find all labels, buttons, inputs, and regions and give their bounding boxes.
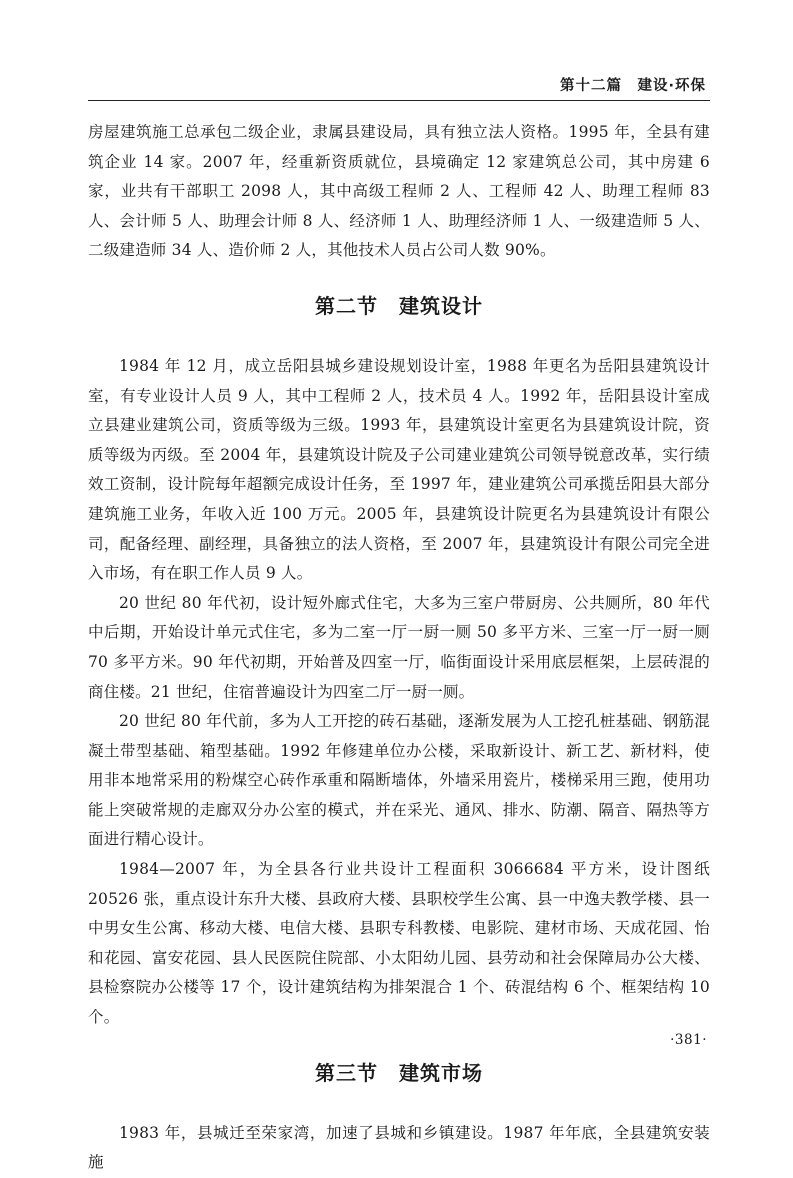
body-paragraph: 20 世纪 80 年代初，设计短外廊式住宅，大多为三室户带厨房、公共厕所，80 年代中后期，开始设计单元式住宅，多为二室一厅一厨一厕 50 多平方米、三室一厅一厨一厕 70 多平方米。90 年代初期，开始普及四室一厅，临街面设计采用底层框架，上层砖混的商住楼。21 世纪，住宿普遍设计为四室二厅一厨一厕。 xyxy=(88,593,710,701)
page-number: ·381· xyxy=(670,1032,707,1048)
body-paragraph: 1983 年，县城迁至荣家湾，加速了县城和乡镇建设。1987 年年底，全县建筑安装施 xyxy=(88,1123,710,1172)
chapter-title: 第十二篇 建设·环保 xyxy=(559,78,706,94)
section-title-construction-market: 第三节 建筑市场 xyxy=(315,1060,483,1085)
intro-paragraph: 房屋建筑施工总承包二级企业，隶属县建设局，具有独立法人资格。1995 年，全县有建筑企业 14 家。2007 年，经重新资质就位，县境确定 12 家建筑总公司，其中房建 6 家，业共有干部职工 2098 人，其中高级工程师 2 人、工程师 42 人、助理工程师 83 人、会计师 5 人、助理会计师 8 人、经济师 1 人、助理经济师 1 人、一级建造师 5 人、二级建造师 34 人、造价师 2 人，其他技术人员占公司人数 90%。 xyxy=(88,123,710,260)
section-title-architectural-design: 第二节 建筑设计 xyxy=(315,293,483,318)
running-header xyxy=(88,70,710,101)
body-paragraph: 20 世纪 80 年代前，多为人工开挖的砖石基础，逐渐发展为人工挖孔桩基础、钢筋混凝土带型基础、箱型基础。1992 年修建单位办公楼，采取新设计、新工艺、新材料，使用非本地常采用的粉煤空心砖作承重和隔断墙体，外墙采用瓷片，楼梯采用三跑，使用功能上突破常规的走廊双分办公室的模式，并在采光、通风、排水、防潮、隔音、隔热等方面进行精心设计。 xyxy=(88,712,710,849)
body-paragraph: 1984—2007 年，为全县各行业共设计工程面积 3066684 平方米，设计图纸 20526 张，重点设计东升大楼、县政府大楼、县职校学生公寓、县一中逸夫教学楼、县一中男女生公寓、移动大楼、电信大楼、县职专科教楼、电影院、建材市场、天成花园、怡和花园、富安花园、县人民医院住院部、小太阳幼儿园、县劳动和社会保障局办公大楼、县检察院办公楼等 17 个，设计建筑结构为排架混合 1 个、砖混结构 6 个、框架结构 10 个。 xyxy=(88,860,710,1027)
body-paragraph: 1984 年 12 月，成立岳阳县城乡建设规划设计室，1988 年更名为岳阳县建筑设计室，有专业设计人员 9 人，其中工程师 2 人，技术员 4 人。1992 年，岳阳县设计室成立县建业建筑公司，资质等级为三级。1993 年，县建筑设计室更名为县建筑设计院，资质等级为丙级。至 2004 年，县建筑设计院及子公司建业建筑公司领导锐意改革，实行绩效工资制，设计院每年超额完成设计任务，至 1997 年，建业建筑公司承揽岳阳县大部分建筑施工业务，年收入近 100 万元。2005 年，县建筑设计院更名为县建筑设计有限公司，配备经理、副经理，具备独立的法人资格，至 2007 年，县建筑设计有限公司完全进入市场，有在职工作人员 9 人。 xyxy=(88,356,710,583)
page-body xyxy=(88,118,710,1178)
